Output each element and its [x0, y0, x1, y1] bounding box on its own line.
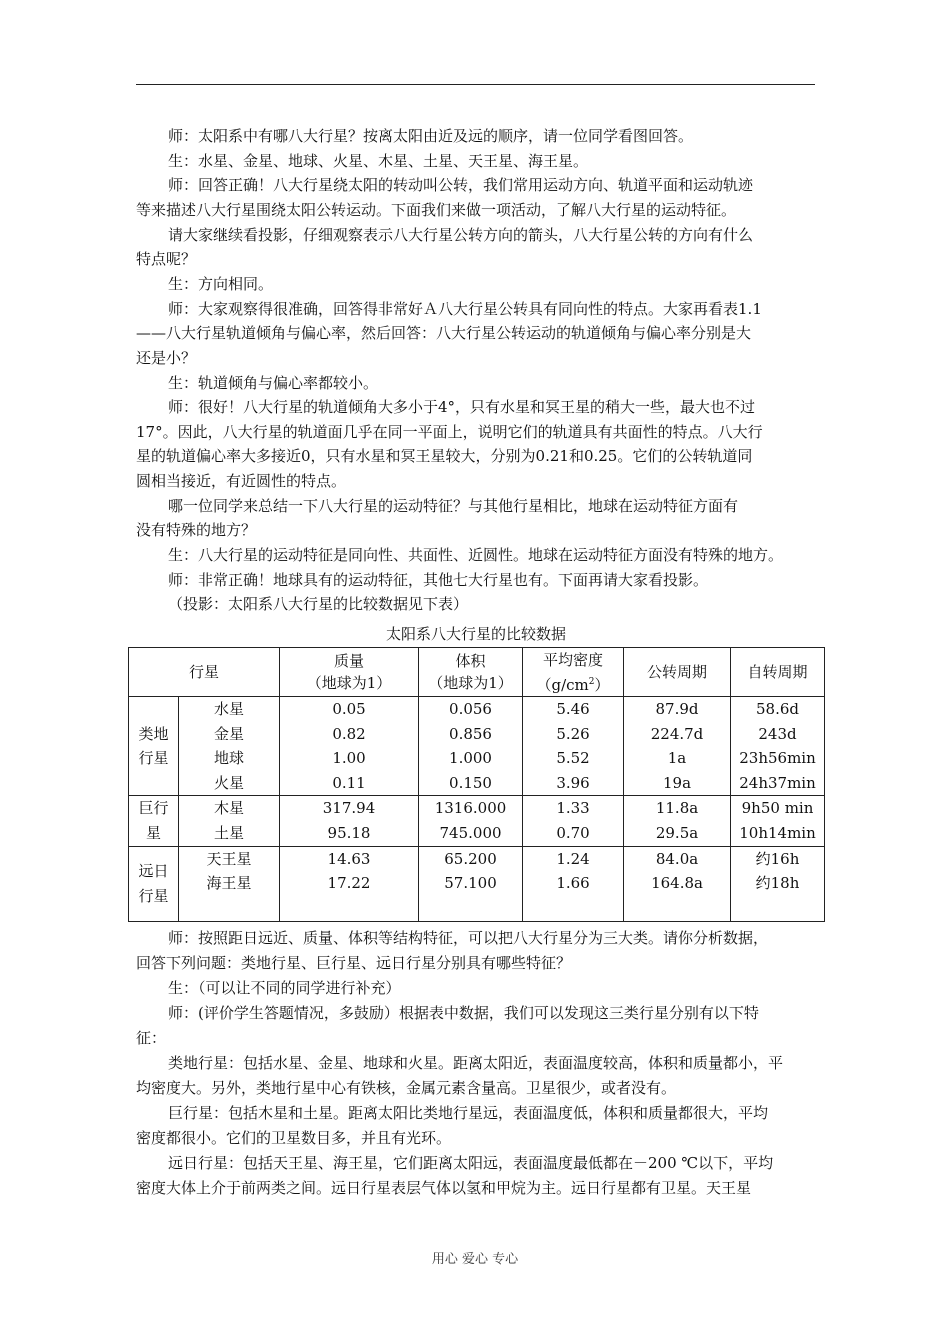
cell-density: [523, 846, 624, 921]
paragraph-text: 星的轨道偏心率大多接近0，只有水星和冥王星较大，分别为0.21和0.25。它们的公转轨道同: [136, 447, 753, 466]
orbit-value: 11.8a: [655, 799, 699, 818]
orbit-value: 164.8a: [651, 874, 703, 893]
header-rotation-period: 自转周期: [731, 648, 825, 697]
cell-name: [179, 697, 280, 796]
rotation-value: 58.6d: [756, 700, 800, 718]
name-value: 水星: [214, 700, 245, 718]
paragraph-text: 师：太阳系中有哪八大行星？按离太阳由近及远的顺序，请一位同学看图回答。: [168, 127, 694, 145]
density-value: 1.33: [556, 799, 590, 818]
volume-value: 65.200: [444, 849, 497, 868]
name-value: 木星: [214, 799, 245, 818]
page-footer: 用心 爱心 专心: [431, 1252, 519, 1267]
volume-value: 745.000: [439, 823, 502, 842]
volume-value: 57.100: [444, 874, 497, 893]
header-volume-label: 体积: [455, 652, 486, 670]
paragraph-text: 没有特殊的地方？: [136, 521, 257, 540]
paragraph-text: 生：八大行星的运动特征是同向性、共面性、近圆性。地球在运动特征方面没有特殊的地方。: [168, 546, 784, 565]
volume-value: 0.856: [449, 724, 492, 743]
paragraph-line: [136, 420, 816, 445]
mass-value: 14.63: [327, 849, 371, 868]
cell-rotation: [731, 697, 825, 796]
mass-value: 1.00: [332, 749, 366, 768]
density-value: 1.24: [556, 849, 590, 868]
density-value: 1.66: [556, 874, 590, 893]
paragraph-text: 密度大体上介于前两类之间。远日行星表层气体以氢和甲烷为主。远日行星都有卫星。天王星: [136, 1179, 752, 1197]
orbit-value: 87.9d: [655, 700, 699, 718]
paragraph-text: 等来描述八大行星围绕太阳公转运动。下面我们来做一项活动，了解八大行星的运动特征。: [136, 200, 737, 219]
mass-value: 0.82: [332, 724, 366, 743]
paragraph-line: [136, 371, 816, 396]
paragraph-text: 师：很好！八大行星的轨道倾角大多小于4°，只有水星和冥王星的稍大一些，最大也不过: [168, 398, 756, 417]
paragraph-line: [136, 223, 816, 248]
group-label-line: 行星: [138, 749, 169, 768]
rotation-value: 9h50 min: [741, 799, 814, 818]
paragraph-line: [136, 173, 816, 198]
rotation-value: 23h56min: [739, 749, 816, 768]
density-value: 5.52: [556, 749, 590, 768]
mass-value: 17.22: [327, 874, 371, 893]
cell-volume: [419, 697, 523, 796]
table-group-row: [129, 697, 825, 796]
paragraph-line: [136, 926, 816, 951]
paragraph-line: [136, 1151, 816, 1176]
header-rule: [136, 84, 815, 85]
paragraph-text: 请大家继续看投影，仔细观察表示八大行星公转方向的箭头，八大行星公转的方向有什么: [168, 225, 754, 244]
cell-mass: [280, 697, 419, 796]
cell-name: [179, 846, 280, 921]
paragraph-line: [136, 1176, 816, 1201]
rotation-value: 约18h: [755, 874, 800, 893]
rotation-value: 243d: [758, 724, 797, 743]
rotation-value: 24h37min: [739, 773, 816, 792]
name-value: 天王星: [206, 849, 252, 868]
header-density: [523, 648, 624, 697]
paragraph-line: [136, 1126, 816, 1151]
paragraph-line: [136, 297, 816, 322]
paragraph-text: 师：(评价学生答题情况，多鼓励）根据表中数据，我们可以发现这三类行星分别有以下特: [168, 1004, 759, 1022]
cell-density: [523, 697, 624, 796]
paragraph-text: 类地行星：包括水星、金星、地球和火星。距离太阳近，表面温度较高，体积和质量都小，平: [168, 1054, 784, 1072]
orbit-value: 84.0a: [655, 849, 699, 868]
paragraph-line: [136, 1001, 816, 1026]
cell-mass: [280, 796, 419, 846]
paragraph-line: [136, 124, 816, 149]
cell-orbit: [624, 846, 731, 921]
name-value: 土星: [214, 823, 245, 842]
paragraph-line: [136, 951, 816, 976]
paragraph-line: [136, 1076, 816, 1101]
density-value: 5.46: [556, 700, 590, 718]
table-caption: 太阳系八大行星的比较数据: [385, 625, 566, 643]
group-label: [129, 697, 179, 796]
paragraph-text: 巨行星：包括木星和土星。距离太阳比类地行星远，表面温度低，体积和质量都很大，平均: [168, 1104, 769, 1122]
paragraph-text: 师：大家观察得很准确，回答得非常好Ａ八大行星公转具有同向性的特点。大家再看表1.1: [168, 299, 762, 318]
paragraph-text: 师：按照距日远近、质量、体积等结构特征，可以把八大行星分为三大类。请你分析数据，: [168, 929, 769, 947]
mass-value: 0.05: [332, 700, 366, 718]
paragraph-line: [136, 198, 816, 223]
density-value: 0.70: [556, 823, 590, 842]
header-mass-label: 质量: [334, 652, 365, 670]
paragraph-line: [136, 494, 816, 519]
paragraph-text: （投影：太阳系八大行星的比较数据见下表）: [168, 595, 469, 614]
name-value: 火星: [214, 773, 245, 792]
paragraph-line: [136, 518, 816, 543]
header-mass-unit: （地球为1）: [306, 674, 392, 692]
cell-mass: [280, 846, 419, 921]
paragraph-line: [136, 272, 816, 297]
paragraph-text: 师：回答正确！八大行星绕太阳的转动叫公转，我们常用运动方向、轨道平面和运动轨迹: [168, 176, 754, 195]
header-volume-unit: （地球为1）: [428, 674, 513, 692]
cell-volume: [419, 846, 523, 921]
volume-value: 0.056: [449, 700, 492, 718]
mass-value: 95.18: [327, 823, 371, 842]
rotation-value: 10h14min: [739, 823, 816, 842]
density-unit-close: ）: [594, 675, 610, 694]
density-value: 5.26: [556, 724, 590, 743]
header-density-label: 平均密度: [543, 650, 604, 669]
header-orbit-period: 公转周期: [624, 648, 731, 697]
paragraph-line: [136, 469, 816, 494]
rotation-value: 约16h: [755, 849, 800, 868]
paragraph-line: [136, 592, 816, 617]
name-value: 金星: [214, 724, 245, 743]
paragraph-text: ——八大行星轨道倾角与偏心率，然后回答：八大行星公转运动的轨道倾角与偏心率分别是大: [136, 324, 752, 343]
cell-density: [523, 796, 624, 846]
paragraph-text: 征：: [136, 1029, 167, 1047]
paragraph-text: 特点呢？: [136, 250, 197, 269]
group-label-line: 巨行: [138, 799, 169, 818]
paragraph-line: [136, 976, 816, 1001]
table-body: [129, 697, 825, 922]
mass-value: 317.94: [322, 799, 376, 818]
paragraph-text: 还是小？: [136, 348, 197, 367]
group-label-line: 星: [145, 823, 161, 842]
paragraph-text: 均密度大。另外，类地行星中心有铁核，金属元素含量高。卫星很少，或者没有。: [136, 1079, 677, 1097]
paragraph-line: [136, 1101, 816, 1126]
volume-value: 1.000: [449, 749, 492, 768]
density-unit-exponent: 2: [588, 676, 595, 687]
paragraph-line: [136, 395, 816, 420]
orbit-value: 224.7d: [650, 724, 704, 743]
paragraph-text: 师：非常正确！地球具有的运动特征，其他七大行星也有。下面再请大家看投影。: [168, 570, 709, 589]
header-density-unit: [537, 676, 610, 694]
header-volume: [419, 648, 523, 697]
header-mass: [280, 648, 419, 697]
paragraph-text: 生：方向相同。: [168, 274, 274, 293]
mass-value: 0.11: [332, 773, 366, 792]
group-label-line: 类地: [138, 724, 169, 743]
paragraph-text: 生：（可以让不同的同学进行补充）: [168, 979, 401, 997]
density-value: 3.96: [556, 773, 590, 792]
paragraph-line: [136, 444, 816, 469]
volume-value: 0.150: [449, 773, 492, 792]
paragraph-line: [136, 247, 816, 272]
name-value: 地球: [214, 749, 245, 768]
group-label-line: 行星: [138, 886, 169, 905]
planet-comparison-table: [128, 647, 825, 922]
paragraph-text: 哪一位同学来总结一下八大行星的运动特征？与其他行星相比，地球在运动特征方面有: [168, 496, 739, 515]
paragraph-line: [136, 346, 816, 371]
paragraph-line: [136, 149, 816, 174]
cell-rotation: [731, 796, 825, 846]
paragraph-line: [136, 1051, 816, 1076]
paragraph-text: 生：水星、金星、地球、火星、木星、土星、天王星、海王星。: [168, 151, 589, 170]
table-group-row: [129, 796, 825, 846]
name-value: 海王星: [206, 874, 252, 893]
group-label: [129, 796, 179, 846]
paragraph-text: 回答下列问题：类地行星、巨行星、远日行星分别具有哪些特征？: [136, 954, 572, 972]
cell-rotation: [731, 846, 825, 921]
cell-orbit: [624, 796, 731, 846]
paragraph-text: 生：轨道倾角与偏心率都较小。: [168, 373, 379, 392]
paragraph-text: 密度都很小。它们的卫星数目多，并且有光环。: [136, 1129, 452, 1147]
orbit-value: 19a: [663, 773, 692, 792]
paragraph-line: [136, 543, 816, 568]
paragraph-text: 圆相当接近，有近圆性的特点。: [136, 472, 347, 491]
orbit-value: 29.5a: [655, 823, 699, 842]
paragraph-text: 17°。因此，八大行星的轨道面几乎在同一平面上，说明它们的轨道具有共面性的特点。八大行: [136, 422, 763, 441]
cell-name: [179, 796, 280, 846]
group-label: [129, 846, 179, 921]
cell-orbit: [624, 697, 731, 796]
orbit-value: 1a: [667, 749, 687, 768]
cell-volume: [419, 796, 523, 846]
paragraph-line: [136, 1026, 816, 1051]
paragraph-line: [136, 568, 816, 593]
volume-value: 1316.000: [434, 799, 507, 818]
paragraph-text: 远日行星：包括天王星、海王星，它们距离太阳远，表面温度最低都在－200 ℃以下，平均: [168, 1154, 774, 1172]
paragraph-line: [136, 321, 816, 346]
table-group-row: [129, 846, 825, 921]
header-planet: 行星: [129, 648, 280, 697]
density-unit-base: （g/cm: [536, 675, 589, 694]
group-label-line: 远日: [138, 861, 169, 880]
table-header-row: [129, 648, 825, 697]
